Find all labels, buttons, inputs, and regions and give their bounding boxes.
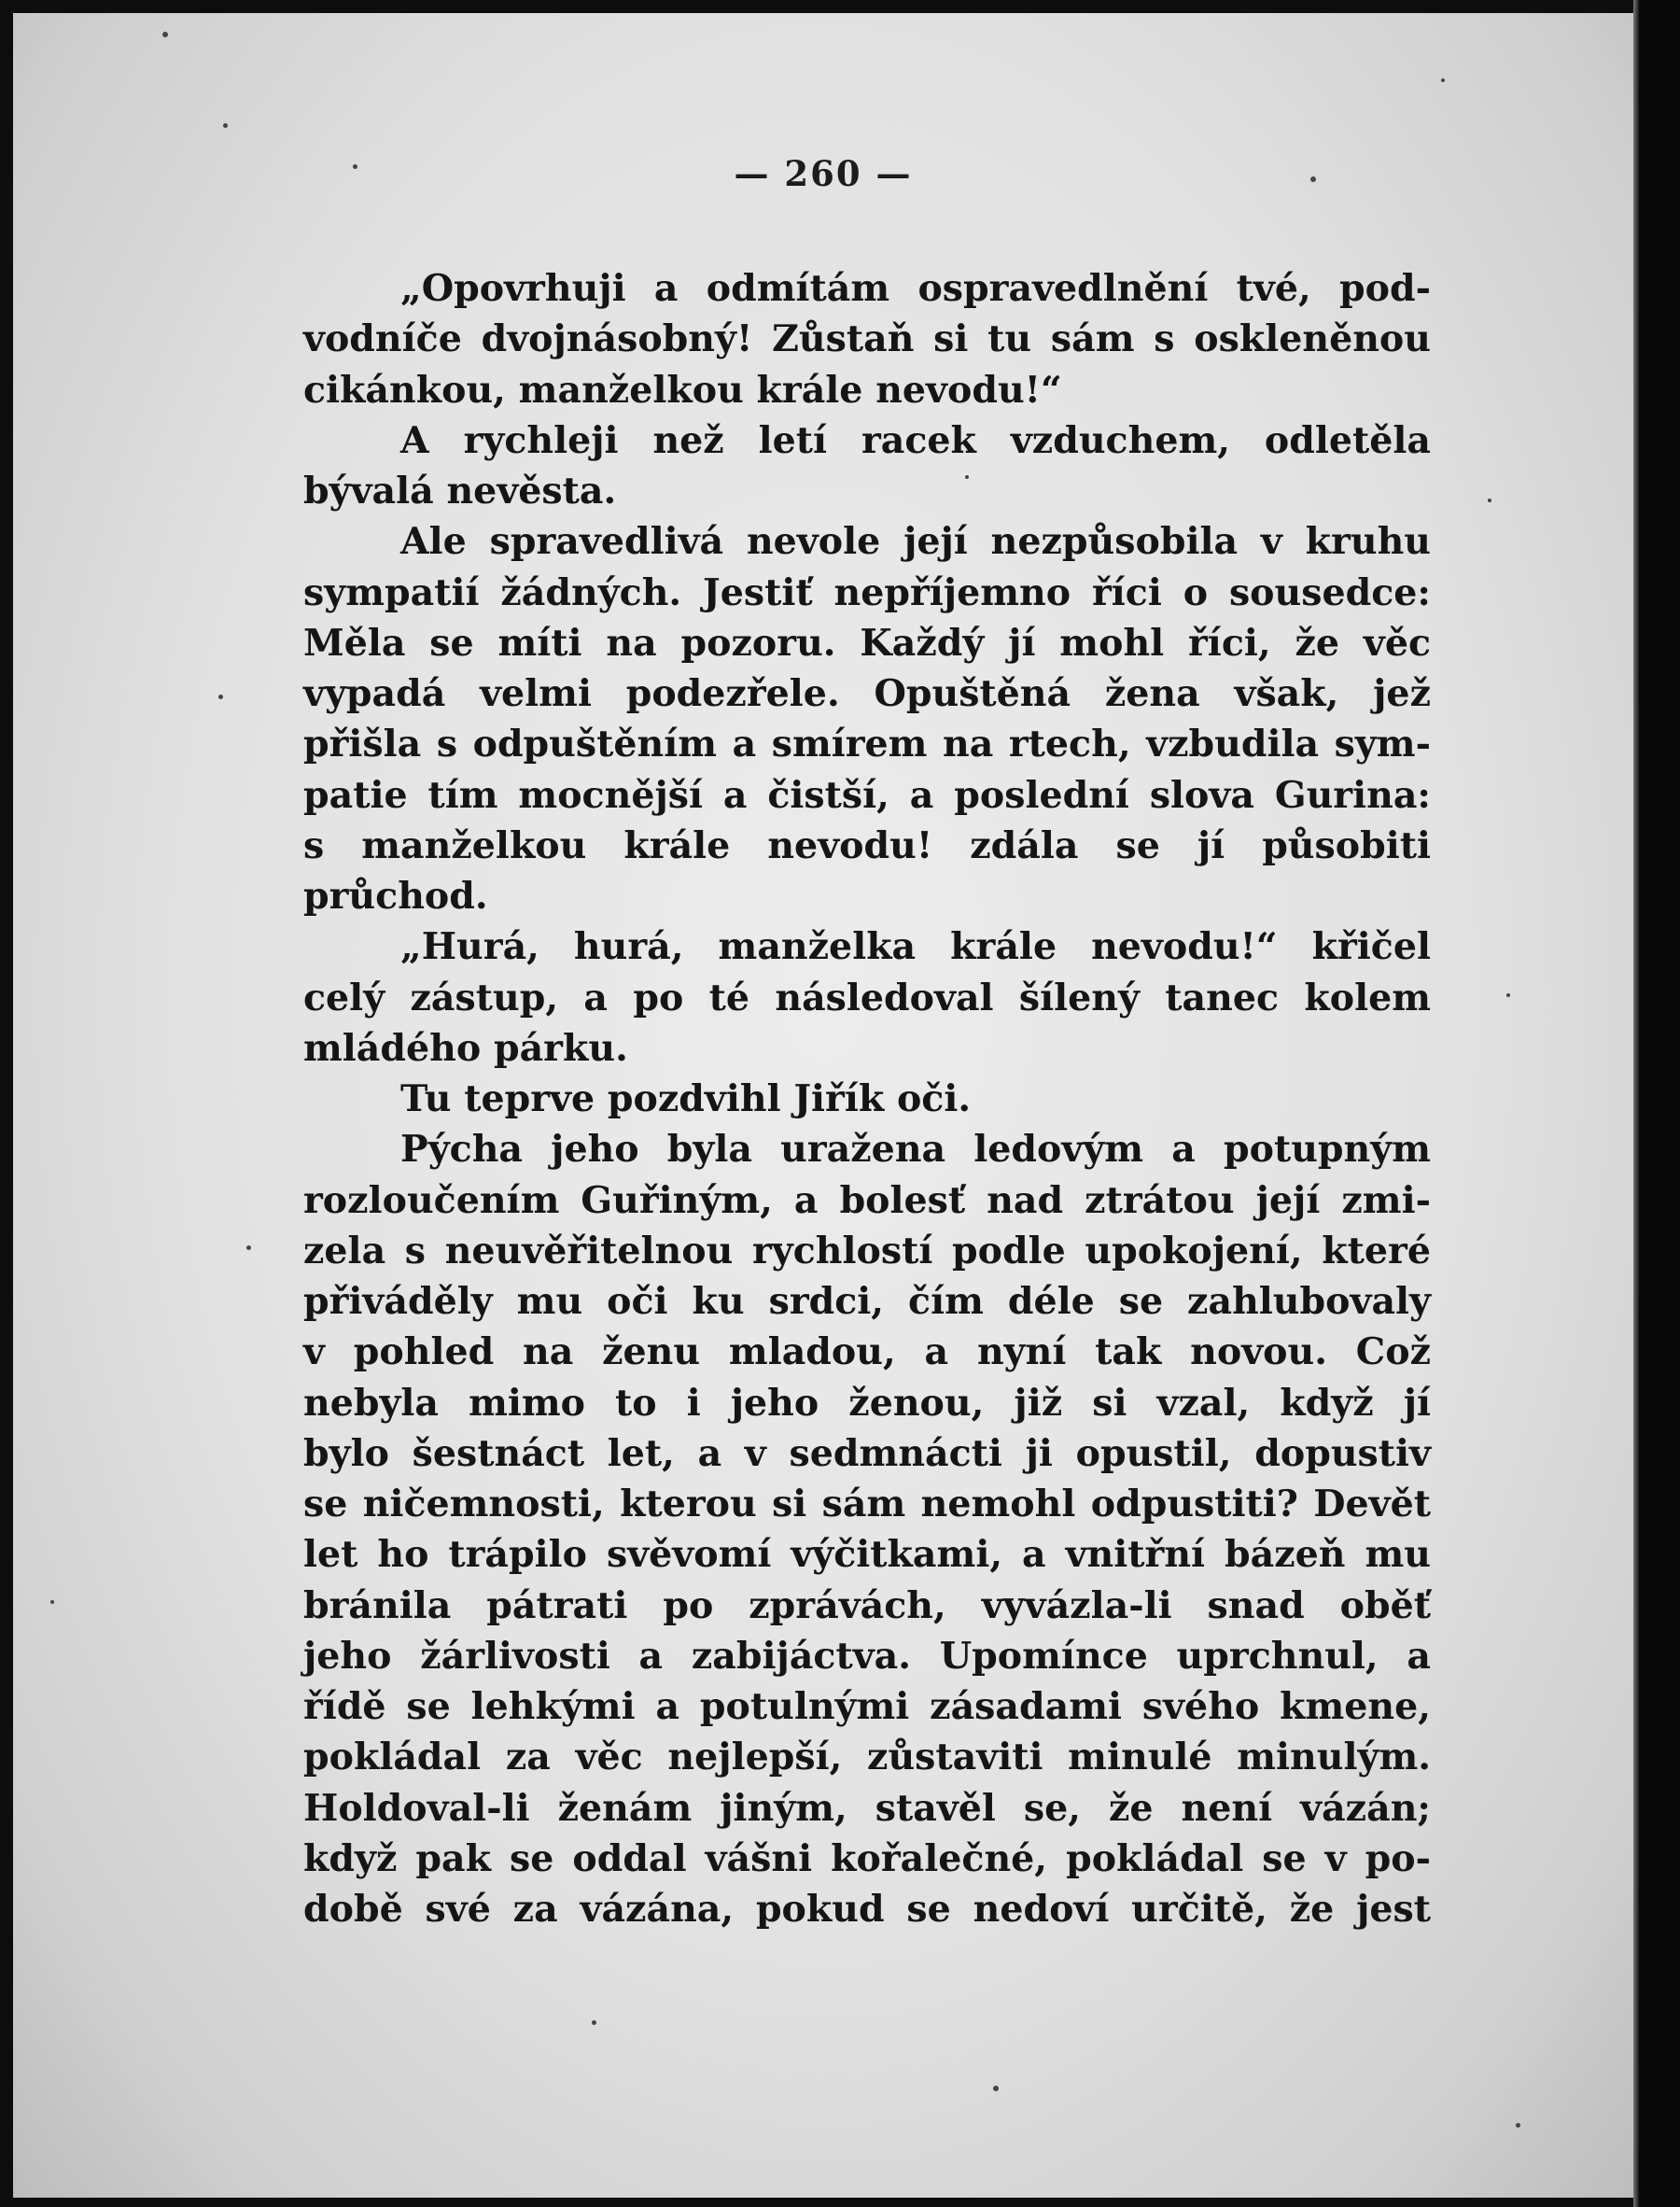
text-line: jeho žárlivosti a zabijáctva. Upomínce uprchnul, a xyxy=(303,1634,1431,1678)
text-line: pokládal za věc nejlepší, zůstaviti minulé minulým. xyxy=(303,1736,1431,1779)
text-line: patie tím mocnější a čistší, a poslední slova Gurina: xyxy=(303,773,1431,817)
paper-speck xyxy=(965,475,969,479)
paper-speck xyxy=(1488,499,1491,502)
text-line: mládého párku. xyxy=(303,1026,628,1070)
text-line: rozloučením Guřiným, a bolesť nad ztrátou její zmi- xyxy=(303,1178,1431,1222)
book-page xyxy=(13,13,1633,2198)
text-line: A rychleji než letí racek vzduchem, odletěla xyxy=(400,418,1431,462)
page-edge xyxy=(1633,0,1680,2207)
page-number: — 260 — xyxy=(734,153,913,194)
paper-speck xyxy=(162,32,168,37)
text-line: let ho trápilo svěvomí výčitkami, a vnitřní bázeň mu xyxy=(303,1533,1431,1577)
text-line: průchod. xyxy=(303,875,488,918)
text-line: zela s neuvěřitelnou rychlostí podle upokojení, které xyxy=(303,1229,1431,1272)
text-line: Holdoval-li ženám jiným, stavěl se, že není vázán; xyxy=(303,1786,1431,1830)
paper-speck xyxy=(50,1600,54,1604)
paper-speck xyxy=(353,164,357,169)
text-line: řídě se lehkými a potulnými zásadami svého kmene, xyxy=(303,1685,1431,1728)
paper-speck xyxy=(1441,78,1445,82)
paper-speck xyxy=(246,1245,251,1250)
paper-speck xyxy=(1310,176,1316,182)
text-line: bývalá nevěsta. xyxy=(303,470,617,513)
paper-speck xyxy=(1506,993,1510,997)
body-text xyxy=(303,263,1431,1934)
text-line: v pohled na ženu mladou, a nyní tak novou. Což xyxy=(303,1330,1431,1374)
paper-speck xyxy=(218,695,223,699)
paper-speck xyxy=(223,123,228,128)
text-line: vodníče dvojnásobný! Zůstaň si tu sám s oskleněnou xyxy=(303,317,1431,361)
text-line: když pak se oddal vášni kořalečné, pokládal se v po- xyxy=(303,1836,1431,1880)
paper-speck xyxy=(1516,2123,1520,2128)
text-line: celý zástup, a po té následoval šílený tanec kolem xyxy=(303,976,1431,1019)
text-line: se ničemnosti, kterou si sám nemohl odpustiti? Devět xyxy=(303,1483,1431,1525)
text-line: nebyla mimo to i jeho ženou, již si vzal, když jí xyxy=(303,1381,1431,1425)
text-line: bylo šestnáct let, a v sedmnácti ji opustil, dopustiv xyxy=(303,1431,1431,1475)
text-line: Tu teprve pozdvihl Jiřík oči. xyxy=(400,1077,972,1120)
text-line: „Hurá, hurá, manželka krále nevodu!“ křičel xyxy=(400,925,1431,969)
text-line: cikánkou, manželkou krále nevodu!“ xyxy=(303,368,1062,412)
text-line: sympatií žádných. Jestiť nepříjemno říci o sousedce: xyxy=(303,570,1431,614)
text-line: s manželkou krále nevodu! zdála se jí působiti xyxy=(303,823,1431,867)
text-line: „Opovrhuji a odmítám ospravedlnění tvé, pod- xyxy=(400,267,1431,310)
text-line: Pýcha jeho byla uražena ledovým a potupným xyxy=(400,1128,1431,1172)
paper-speck xyxy=(993,2086,999,2091)
text-line: bránila pátrati po zprávách, vyvázla-li snad oběť xyxy=(303,1583,1431,1627)
text-line: přiváděly mu oči ku srdci, čím déle se zahlubovaly xyxy=(303,1280,1431,1323)
text-line: přišla s odpuštěním a smírem na rtech, vzbudila sym- xyxy=(303,723,1431,766)
paper-speck xyxy=(592,2020,596,2025)
text-line: Ale spravedlivá nevole její nezpůsobila v kruhu xyxy=(400,520,1431,564)
text-line: vypadá velmi podezřele. Opuštěná žena však, jež xyxy=(303,672,1431,715)
text-line: Měla se míti na pozoru. Každý jí mohl říci, že věc xyxy=(303,621,1431,665)
text-line: době své za vázána, pokud se nedoví určitě, že jest xyxy=(303,1888,1431,1931)
